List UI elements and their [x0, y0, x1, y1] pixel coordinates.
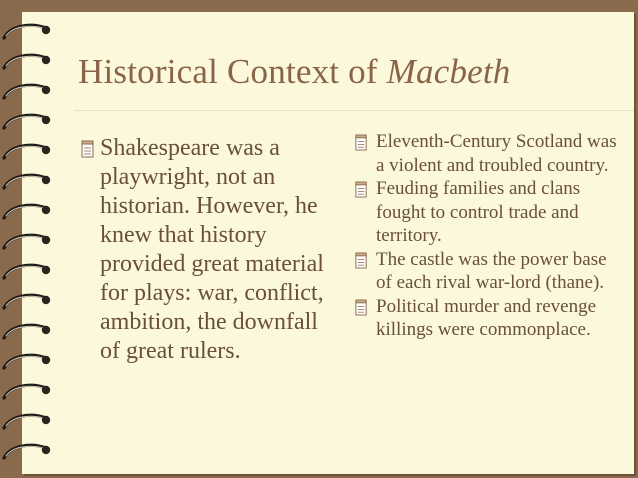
list-item — [354, 177, 626, 248]
slide-title — [78, 52, 511, 92]
notepad-icon — [80, 140, 96, 158]
list-item — [80, 134, 330, 366]
spiral-ring-icon — [4, 385, 50, 398]
notepad-icon — [354, 134, 369, 151]
spiral-ring-icon — [4, 55, 50, 68]
right-bullet-list — [354, 130, 626, 342]
notepad-icon — [354, 299, 369, 316]
notepad-icon — [354, 181, 369, 198]
spiral-ring-icon — [4, 145, 50, 158]
spiral-ring-icon — [4, 415, 50, 428]
spiral-ring-icon — [4, 325, 50, 338]
left-bullet-list — [80, 134, 330, 366]
list-item-text: Political murder and revenge killings were commonplace. — [376, 295, 597, 340]
spiral-ring-icon — [4, 295, 50, 308]
spiral-ring-icon — [4, 355, 50, 368]
list-item-text: Feuding families and clans fought to control trade and territory. — [376, 178, 581, 246]
notepad-icon — [354, 252, 369, 269]
spiral-ring-icon — [4, 445, 50, 458]
spiral-binding — [0, 0, 80, 478]
list-item-text: The castle was the power base of each rival war-lord (thane). — [376, 248, 607, 293]
spiral-ring-icon — [4, 235, 50, 248]
title-divider — [74, 110, 634, 111]
list-item-text: Shakespeare was a playwright, not an historian. However, he knew that history provided great material for plays: war, conflict, ambition, the downfall of great rulers. — [100, 135, 324, 364]
list-item — [354, 295, 626, 342]
list-item-text: Eleventh-Century Scotland was a violent and troubled country. — [376, 131, 617, 176]
spiral-ring-icon — [4, 25, 50, 38]
spiral-ring-icon — [4, 85, 50, 98]
title-italic: Macbeth — [386, 52, 511, 91]
list-item — [354, 248, 626, 295]
spiral-ring-icon — [4, 265, 50, 278]
spiral-ring-icon — [4, 115, 50, 128]
list-item — [354, 130, 626, 177]
title-prefix: Historical Context of — [78, 52, 387, 91]
spiral-ring-icon — [4, 175, 50, 188]
spiral-ring-icon — [4, 205, 50, 218]
